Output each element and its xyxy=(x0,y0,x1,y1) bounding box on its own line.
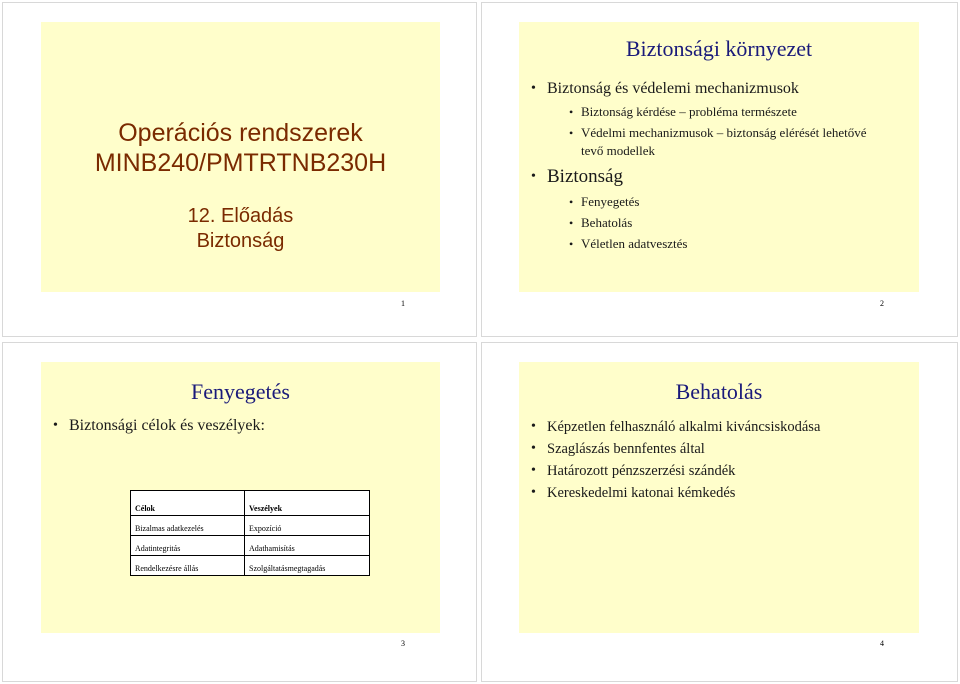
slide-2 xyxy=(519,22,919,292)
page-number: 4 xyxy=(880,639,884,648)
slide-2-title: Biztonsági környezet xyxy=(625,36,813,61)
bullet-subitem: • Véletlen adatvesztés xyxy=(531,235,911,253)
bullet-item: • Szaglászás bennfentes által xyxy=(531,438,916,460)
bullet-subitem: • Védelmi mechanizmusok – biztonság elérését lehetővé tevő modellek xyxy=(531,124,881,160)
page-cell-1 xyxy=(2,2,477,337)
slide-4 xyxy=(519,362,919,633)
lecture-number: 12. Előadás xyxy=(187,205,294,227)
table-cell: Bizalmas adatkezelés xyxy=(131,516,245,536)
bullet-subitem: • Biztonság kérdése – probléma természete xyxy=(531,103,911,121)
page-number: 1 xyxy=(401,299,405,308)
table-cell: Expozíció xyxy=(245,516,370,536)
slide-1 xyxy=(41,22,440,292)
slide-4-title: Behatolás xyxy=(675,379,763,404)
table-cell: Rendelkezésre állás xyxy=(131,556,245,576)
page-cell-3 xyxy=(2,342,477,682)
bullet-item: • Biztonság xyxy=(531,164,911,190)
page-number: 3 xyxy=(401,639,405,648)
table-cell: Adathamisítás xyxy=(245,536,370,556)
course-title: Operációs rendszerek xyxy=(118,119,363,147)
slide-1-title xyxy=(41,118,440,178)
slide-3 xyxy=(41,362,440,633)
bullet-item: • Határozott pénzszerzési szándék xyxy=(531,460,916,482)
page-cell-2 xyxy=(481,2,958,337)
page-cell-4 xyxy=(481,342,958,682)
slide-4-bullets xyxy=(531,416,916,504)
bullet-item: • Biztonsági célok és veszélyek: xyxy=(53,415,433,437)
lecture-topic: Biztonság xyxy=(196,230,285,252)
bullet-item: • Kereskedelmi katonai kémkedés xyxy=(531,482,916,504)
table-header-cell: Célok xyxy=(131,491,245,516)
table-header-cell: Veszélyek xyxy=(245,491,370,516)
table-row xyxy=(131,516,370,536)
page-number: 2 xyxy=(880,299,884,308)
security-goals-table xyxy=(130,490,370,576)
slide-2-bullets xyxy=(531,78,911,253)
bullet-subitem: • Fenyegetés xyxy=(531,193,911,211)
table-header-row xyxy=(131,491,370,516)
bullet-item: • Biztonság és védelemi mechanizmusok xyxy=(531,78,911,100)
slide-1-subtitle xyxy=(41,204,440,254)
table-row xyxy=(131,556,370,576)
course-code: MINB240/PMTRTNB230H xyxy=(94,149,387,177)
bullet-subitem: • Behatolás xyxy=(531,214,911,232)
table-cell: Adatintegritás xyxy=(131,536,245,556)
table-cell: Szolgáltatásmegtagadás xyxy=(245,556,370,576)
slide-3-title: Fenyegetés xyxy=(191,379,290,404)
slide-3-bullets xyxy=(53,415,433,437)
bullet-item: • Képzetlen felhasználó alkalmi kiváncsiskodása xyxy=(531,416,916,438)
table-row xyxy=(131,536,370,556)
